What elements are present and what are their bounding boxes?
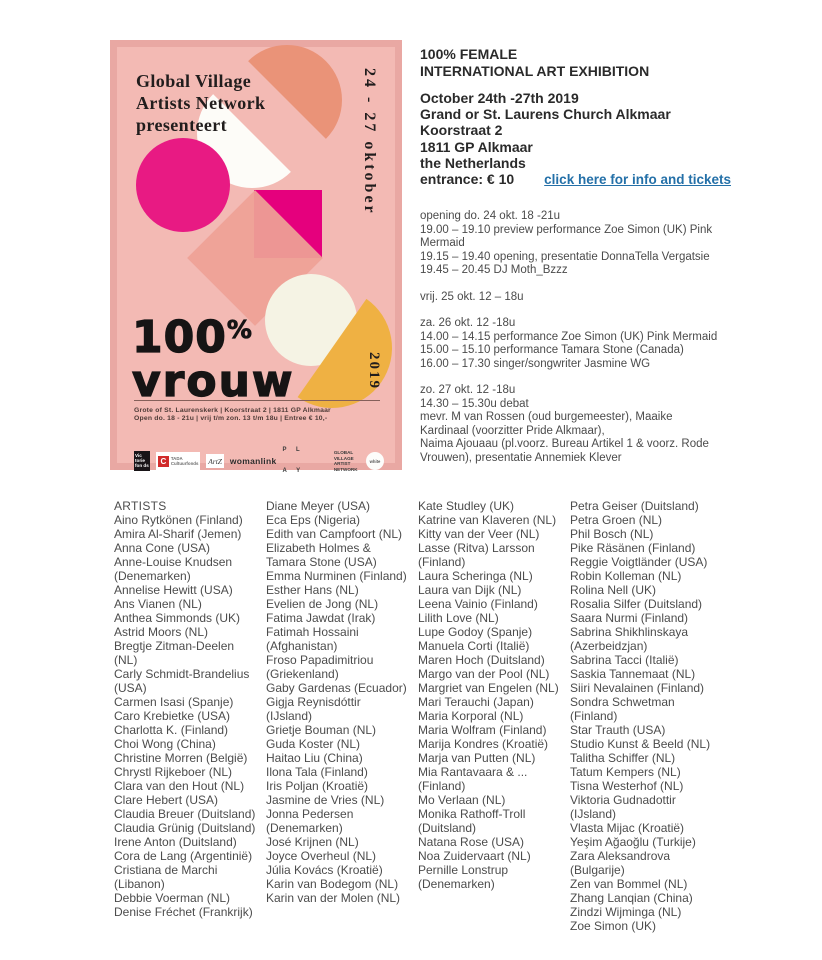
artist-entry: José Krijnen (NL) bbox=[266, 835, 359, 849]
artist-entry: Kitty van der Veer (NL) bbox=[418, 527, 540, 541]
artist-entry: Claudia Grünig (Duitsland) bbox=[114, 821, 256, 835]
artist-entry: Froso Papadimitriou (Griekenland) bbox=[266, 653, 374, 681]
artist-entry: Ilona Tala (Finland) bbox=[266, 765, 368, 779]
schedule-line: zo. 27 okt. 12 -18u bbox=[420, 384, 516, 396]
venue-line-1: Grote of St. Laurenskerk | Koorstraat 2 | 1811 GP Alkmaar bbox=[134, 407, 331, 414]
artist-entry: Mo Verlaan (NL) bbox=[418, 793, 506, 807]
tada-logo-text: TADA Cultuurfonds bbox=[170, 456, 199, 466]
schedule-day-thursday bbox=[420, 210, 722, 278]
tada-c-icon: C bbox=[158, 456, 169, 467]
address-line: October 24th -27th 2019 bbox=[420, 90, 579, 106]
artist-entry: Fatima Jawdat (Irak) bbox=[266, 611, 376, 625]
artist-entry: Mia Rantavaara & ... (Finland) bbox=[418, 765, 528, 793]
artist-entry: Ans Vianen (NL) bbox=[114, 597, 202, 611]
artist-entry: Marija Kondres (Kroatië) bbox=[418, 737, 549, 751]
artist-entry: Carmen Isasi (Spanje) bbox=[114, 695, 234, 709]
artist-entry: Rolina Nell (UK) bbox=[570, 583, 657, 597]
artist-entry: Clare Hebert (USA) bbox=[114, 793, 219, 807]
poster-title bbox=[132, 312, 295, 407]
artist-entry: Maria Wolfram (Finland) bbox=[418, 723, 547, 737]
artist-entry: Noa Zuidervaart (NL) bbox=[418, 849, 531, 863]
artist-entry: Zen van Bommel (NL) bbox=[570, 877, 688, 891]
artist-entry: Gaby Gardenas (Ecuador) bbox=[266, 681, 407, 695]
poster-presenter-text bbox=[136, 70, 265, 136]
artists-column-1-names bbox=[114, 513, 258, 919]
artist-entry: Edith van Campfoort (NL) bbox=[266, 527, 403, 541]
artist-entry: Star Trauth (USA) bbox=[570, 723, 666, 737]
artist-entry: Eca Eps (Nigeria) bbox=[266, 513, 361, 527]
artist-entry: Monika Rathoff-Troll (Duitsland) bbox=[418, 807, 526, 835]
artists-list bbox=[114, 499, 722, 933]
artist-entry: Zoe Simon (UK) bbox=[570, 919, 657, 933]
artist-entry: Maria Korporal (NL) bbox=[418, 709, 524, 723]
artist-entry: Irene Anton (Duitsland) bbox=[114, 835, 237, 849]
poster-venue-text bbox=[134, 407, 331, 423]
artist-entry: Claudia Breuer (Duitsland) bbox=[114, 807, 256, 821]
artist-entry: Lasse (Ritva) Larsson (Finland) bbox=[418, 541, 535, 569]
artist-entry: Natana Rose (USA) bbox=[418, 835, 525, 849]
address-line: Grand or St. Laurens Church Alkmaar bbox=[420, 106, 671, 123]
venue-line-2: Open do. 18 - 21u | vrij t/m zon. 13 t/m 18u | Entree € 10,- bbox=[134, 415, 328, 422]
artist-entry: Margriet van Engelen (NL) bbox=[418, 681, 559, 695]
artist-entry: Denise Fréchet (Frankrijk) bbox=[114, 905, 253, 919]
artist-entry: Fatimah Hossaini (Afghanistan) bbox=[266, 625, 359, 653]
artist-entry: Laura Scheringa (NL) bbox=[418, 569, 533, 583]
artist-entry: Margo van der Pool (NL) bbox=[418, 667, 550, 681]
artist-entry: Katrine van Klaveren (NL) bbox=[418, 513, 557, 527]
tada-cultuurfonds-logo bbox=[156, 452, 201, 471]
artist-entry: Haitao Liu (China) bbox=[266, 751, 363, 765]
artist-entry: Maren Hoch (Duitsland) bbox=[418, 653, 545, 667]
artist-entry: Debbie Voerman (NL) bbox=[114, 891, 231, 905]
artist-entry: Anna Cone (USA) bbox=[114, 541, 211, 555]
poster-year-vertical: 2019 bbox=[366, 352, 382, 390]
artist-entry: Sabrina Tacci (Italië) bbox=[570, 653, 679, 667]
artist-entry: Annelise Hewitt (USA) bbox=[114, 583, 233, 597]
artist-entry: Aino Rytkönen (Finland) bbox=[114, 513, 243, 527]
artist-entry: Marja van Putten (NL) bbox=[418, 751, 536, 765]
magenta-circle-shape bbox=[136, 138, 230, 232]
artist-entry: Yeşim Ağaoğlu (Turkije) bbox=[570, 835, 696, 849]
artist-entry: Manuela Corti (Italië) bbox=[418, 639, 530, 653]
artist-entry: Diane Meyer (USA) bbox=[266, 499, 371, 513]
artist-entry: Zhang Lanqian (China) bbox=[570, 891, 693, 905]
womanlink-logo: womanlink bbox=[229, 456, 277, 466]
artist-entry: Amira Al-Sharif (Jemen) bbox=[114, 527, 242, 541]
artist-entry: Astrid Moors (NL) bbox=[114, 625, 209, 639]
artist-entry: Joyce Overheul (NL) bbox=[266, 849, 377, 863]
artist-entry: Anne-Louise Knudsen (Denemarken) bbox=[114, 555, 233, 583]
artist-entry: Lilith Love (NL) bbox=[418, 611, 499, 625]
artist-entry: Laura van Dijk (NL) bbox=[418, 583, 522, 597]
sponsor-logo-row bbox=[134, 433, 384, 489]
artist-entry: Anthea Simmonds (UK) bbox=[114, 611, 241, 625]
artist-entry: Rosalia Silfer (Duitsland) bbox=[570, 597, 703, 611]
address-line: the Netherlands bbox=[420, 154, 526, 171]
artist-entry: Grietje Bouman (NL) bbox=[266, 723, 377, 737]
schedule-line: 19.45 – 20.45 DJ Moth_Bzzz bbox=[420, 264, 568, 276]
schedule-line: za. 26 okt. 12 -18u bbox=[420, 317, 516, 329]
artist-entry: Bregtje Zitman-Deelen (NL) bbox=[114, 639, 235, 667]
artist-entry: Sondra Schwetman (Finland) bbox=[570, 695, 675, 723]
schedule-line: 19.00 – 19.10 preview performance Zoe Simon (UK) Pink Mermaid bbox=[420, 223, 713, 249]
artist-entry: Pernille Lonstrup (Denemarken) bbox=[418, 863, 509, 891]
artist-entry: Cora de Lang (Argentinië) bbox=[114, 849, 253, 863]
artist-entry: Robin Kolleman (NL) bbox=[570, 569, 682, 583]
artist-entry: Leena Vainio (Finland) bbox=[418, 597, 538, 611]
artist-entry: Evelien de Jong (NL) bbox=[266, 597, 379, 611]
play-logo-bottom: A Y bbox=[282, 468, 305, 474]
artists-heading: ARTISTS bbox=[114, 499, 167, 513]
artist-entry: Zindzi Wijminga (NL) bbox=[570, 905, 682, 919]
artist-entry: Petra Groen (NL) bbox=[570, 513, 663, 527]
poster-title-number: 100 bbox=[132, 312, 227, 363]
artist-entry: Tatum Kempers (NL) bbox=[570, 765, 681, 779]
presenter-line: Artists Network bbox=[136, 93, 266, 113]
schedule-line: opening do. 24 okt. 18 -21u bbox=[420, 210, 561, 222]
event-title-line-1: 100% FEMALE bbox=[420, 46, 518, 62]
artz-logo: ArtZ bbox=[206, 454, 223, 468]
artist-entry: Phil Bosch (NL) bbox=[570, 527, 654, 541]
artist-entry: Viktoria Gudnadottir (IJsland) bbox=[570, 793, 676, 821]
artist-entry: Guda Koster (NL) bbox=[266, 737, 361, 751]
schedule-line: mevr. M van Rossen (oud burgemeester), Maaike Kardinaal (voorzitter Pride Alkmaar), bbox=[420, 411, 673, 437]
artist-entry: Cristiana de Marchi (Libanon) bbox=[114, 863, 218, 891]
artist-entry: Charlotta K. (Finland) bbox=[114, 723, 229, 737]
artist-entry: Studio Kunst & Beeld (NL) bbox=[570, 737, 711, 751]
address-line: 1811 GP Alkmaar bbox=[420, 138, 533, 155]
poster-title-percent: % bbox=[226, 315, 253, 344]
schedule-line: 19.15 – 19.40 opening, presentatie DonnaTella Vergatsie bbox=[420, 250, 710, 263]
event-info bbox=[420, 46, 800, 188]
artist-entry: Karin van Bodegom (NL) bbox=[266, 877, 399, 891]
artist-entry: Gigja Reynisdóttir (IJsland) bbox=[266, 695, 361, 723]
entrance-row bbox=[420, 171, 800, 188]
artist-entry: Talitha Schiffer (NL) bbox=[570, 751, 676, 765]
artist-entry: Kate Studley (UK) bbox=[418, 499, 515, 513]
artist-entry: Chrystl Rijkeboer (NL) bbox=[114, 765, 233, 779]
artist-entry: Clara van den Hout (NL) bbox=[114, 779, 245, 793]
artist-entry: Vlasta Mijac (Kroatië) bbox=[570, 821, 685, 835]
artist-entry: Christine Morren (België) bbox=[114, 751, 248, 765]
artist-entry: Jonna Pedersen (Denemarken) bbox=[266, 807, 354, 835]
play-logo bbox=[282, 433, 327, 489]
artist-entry: Iris Poljan (Kroatië) bbox=[266, 779, 369, 793]
play-logo-top: P L bbox=[282, 447, 304, 453]
artist-entry: Júlia Kovács (Kroatië) bbox=[266, 863, 383, 877]
address-line: Koorstraat 2 bbox=[420, 122, 503, 139]
artist-entry: Carly Schmidt-Brandelius (USA) bbox=[114, 667, 250, 695]
artist-entry: Elizabeth Holmes & Tamara Stone (USA) bbox=[266, 541, 377, 569]
artists-column-1 bbox=[114, 499, 266, 933]
salmon-halfcircle-shape bbox=[248, 22, 365, 139]
tickets-link[interactable]: click here for info and tickets bbox=[544, 172, 731, 188]
presenter-line: Global Village bbox=[136, 71, 252, 91]
schedule-line: 15.00 – 15.10 performance Tamara Stone (Canada) bbox=[420, 344, 684, 356]
schedule-day-saturday bbox=[420, 317, 722, 371]
poster-title-word: vrouw bbox=[132, 356, 295, 407]
artist-entry: Mari Terauchi (Japan) bbox=[418, 695, 534, 709]
schedule-day-sunday bbox=[420, 384, 722, 465]
schedule-day-friday bbox=[420, 291, 722, 305]
event-title-line-2: INTERNATIONAL ART EXHIBITION bbox=[420, 62, 650, 79]
schedule-line: Naima Ajouaau (pl.voorz. Bureau Artikel 1 & voorz. Rode Vrouwen), presentatie Annemiek Klever bbox=[420, 438, 709, 464]
artists-column-2 bbox=[266, 499, 418, 933]
global-village-artist-network-logo: GLOBAL VILLAGE ARTIST NETWORK bbox=[333, 450, 358, 472]
artist-entry: Sabrina Shikhlinskaya (Azerbeidzjan) bbox=[570, 625, 689, 653]
presenter-line: presenteert bbox=[136, 115, 228, 135]
artist-entry: Choi Wong (China) bbox=[114, 737, 216, 751]
artist-entry: Caro Krebietke (USA) bbox=[114, 709, 231, 723]
artist-entry: Emma Nurminen (Finland) bbox=[266, 569, 407, 583]
exhibition-poster bbox=[110, 40, 402, 474]
event-address bbox=[420, 90, 800, 171]
entrance-fee: entrance: € 10 bbox=[420, 171, 515, 188]
artist-entry: Lupe Godoy (Spanje) bbox=[418, 625, 533, 639]
artists-column-4 bbox=[570, 499, 722, 933]
artist-entry: Pike Räsänen (Finland) bbox=[570, 541, 696, 555]
artist-entry: Siiri Nevalainen (Finland) bbox=[570, 681, 705, 695]
schedule-line: 16.00 – 17.30 singer/songwriter Jasmine WG bbox=[420, 357, 651, 370]
program-schedule bbox=[420, 210, 722, 478]
schedule-line: 14.00 – 14.15 performance Zoe Simon (UK) Pink Mermaid bbox=[420, 330, 718, 343]
white-circle-badge: white bbox=[366, 452, 384, 470]
artist-entry: Reggie Voigtländer (USA) bbox=[570, 555, 708, 569]
artist-entry: Saara Nurmi (Finland) bbox=[570, 611, 689, 625]
artist-entry: Saskia Tannemaat (NL) bbox=[570, 667, 696, 681]
poster-date-vertical: 24 - 27 oktober bbox=[361, 68, 378, 216]
schedule-line: vrij. 25 okt. 12 – 18u bbox=[420, 290, 524, 303]
artist-entry: Jasmine de Vries (NL) bbox=[266, 793, 385, 807]
artists-column-3 bbox=[418, 499, 570, 933]
artist-entry: Tisna Westerhof (NL) bbox=[570, 779, 684, 793]
artist-entry: Zara Aleksandrova (Bulgarije) bbox=[570, 849, 671, 877]
artist-entry: Esther Hans (NL) bbox=[266, 583, 359, 597]
schedule-line: 14.30 – 15.30u debat bbox=[420, 397, 529, 410]
artist-entry: Karin van der Molen (NL) bbox=[266, 891, 401, 905]
victoriefonds-logo: Vic torie fon ds bbox=[134, 451, 150, 471]
artist-entry: Petra Geiser (Duitsland) bbox=[570, 499, 699, 513]
